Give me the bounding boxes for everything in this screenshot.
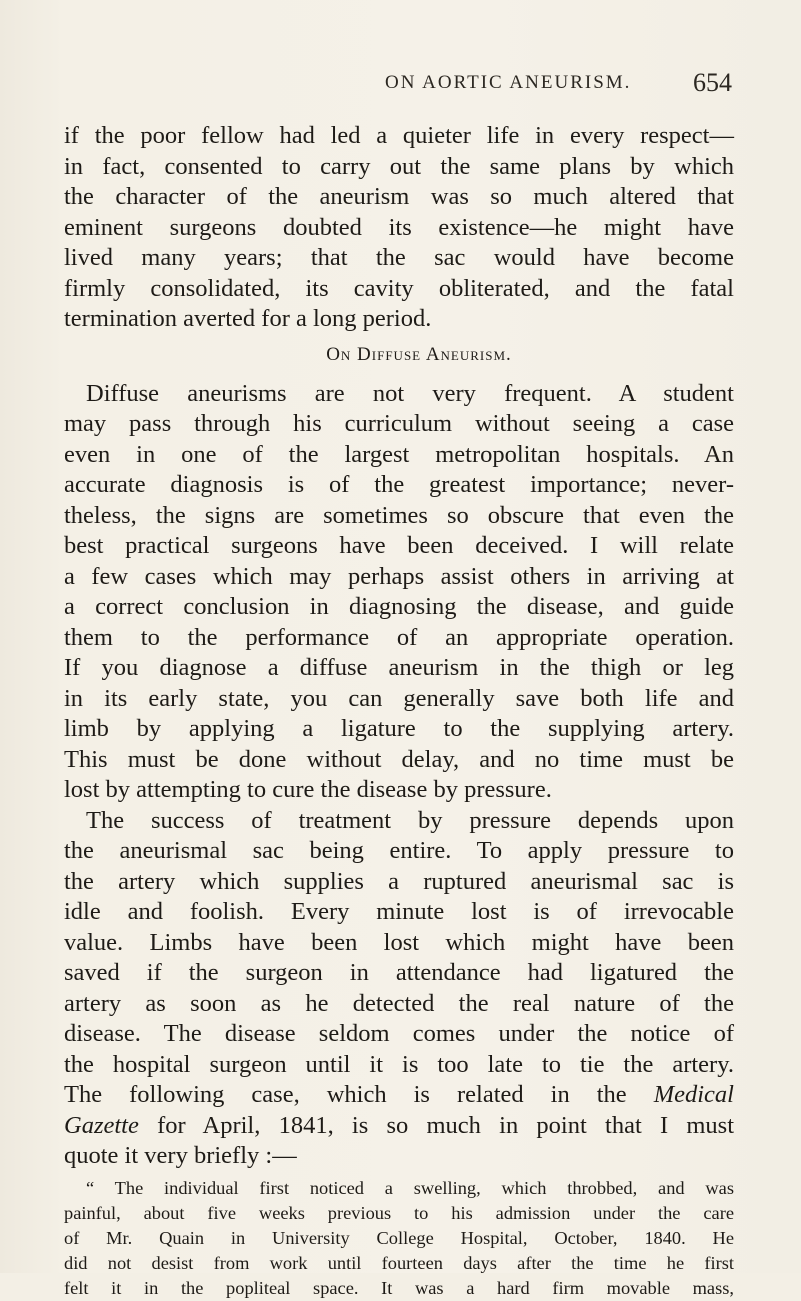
text-line: a correct conclusion in diagnosing the disease, and guide	[64, 593, 734, 620]
text-line: disease. The disease seldom comes under the notice of	[64, 1020, 734, 1047]
text-line: best practical surgeons have been deceived. I will relate	[64, 532, 734, 559]
text-line: the aneurismal sac being entire. To apply pressure to	[64, 837, 734, 864]
line-text: for April, 1841, is so much in point that I must	[157, 1111, 734, 1139]
text-line: even in one of the largest metropolitan hospitals. An	[64, 440, 734, 468]
journal-title-italic: Medical	[653, 1081, 734, 1108]
text-line: eminent surgeons doubted its existence—he might have	[64, 213, 734, 241]
text-line: termination averted for a long period.	[64, 305, 432, 332]
text-line: Diffuse aneurisms are not very frequent. A student	[86, 379, 734, 407]
text-line: limb by applying a ligature to the supplying artery.	[64, 715, 734, 742]
text-line: in its early state, you can generally save both life and	[64, 684, 734, 712]
text-line: accurate diagnosis is of the greatest importance; never-	[64, 471, 734, 498]
text-line: firmly consolidated, its cavity obliterated, and the fatal	[64, 274, 734, 302]
text-line: artery as soon as he detected the real nature of the	[64, 989, 734, 1017]
text-line: a few cases which may perhaps assist others in arriving at	[64, 562, 734, 590]
text-line: If you diagnose a diffuse aneurism in the thigh or leg	[64, 654, 734, 681]
text-line-with-journal	[64, 1111, 734, 1142]
text-line: idle and foolish. Every minute lost is of irrevocable	[64, 898, 734, 925]
line-text: The following case, which is related in the	[64, 1081, 627, 1108]
journal-title-italic: Gazette	[64, 1111, 139, 1139]
paragraph-diffuse-aneurisms	[64, 379, 734, 806]
section-heading: On Diffuse Aneurism.	[326, 343, 512, 365]
running-title: ON AORTIC ANEURISM.	[385, 72, 632, 93]
quote-line: painful, about five weeks previous to his admission under the care	[64, 1202, 734, 1223]
quote-line: felt it in the popliteal space. It was a hard firm movable mass,	[64, 1277, 734, 1298]
quote-line: of Mr. Quain in University College Hospital, October, 1840. He	[64, 1227, 734, 1248]
text-line: the character of the aneurism was so much altered that	[64, 183, 734, 210]
quotation-block	[64, 1176, 734, 1301]
text-line: value. Limbs have been lost which might have been	[64, 928, 734, 956]
running-header	[0, 70, 801, 106]
text-line: The success of treatment by pressure depends upon	[86, 806, 734, 834]
body-text	[64, 121, 734, 1301]
text-line: This must be done without delay, and no time must be	[64, 745, 734, 773]
quote-line: “ The individual first noticed a swelling, which throbbed, and was	[86, 1177, 734, 1198]
text-line: the hospital surgeon until it is too late to tie the artery.	[64, 1050, 734, 1078]
text-line: lived many years; that the sac would have become	[64, 244, 734, 271]
text-line: them to the performance of an appropriate operation.	[64, 623, 734, 651]
text-line: may pass through his curriculum without seeing a case	[64, 410, 734, 437]
paragraph-pressure-treatment	[64, 806, 734, 1172]
text-line: lost by attempting to cure the disease by pressure.	[64, 776, 552, 803]
quote-line: did not desist from work until fourteen days after the time he first	[64, 1252, 734, 1273]
text-line: in fact, consented to carry out the same plans by which	[64, 152, 734, 180]
text-line: if the poor fellow had led a quieter life in every respect—	[64, 122, 734, 149]
text-line: the artery which supplies a ruptured aneurismal sac is	[64, 867, 734, 895]
text-line: saved if the surgeon in attendance had ligatured the	[64, 959, 734, 986]
page-number: 654	[693, 68, 732, 97]
continued-paragraph	[64, 121, 734, 335]
text-line: theless, the signs are sometimes so obscure that even the	[64, 501, 734, 529]
text-line: quote it very briefly :—	[64, 1142, 297, 1169]
text-line-with-journal	[64, 1080, 734, 1111]
